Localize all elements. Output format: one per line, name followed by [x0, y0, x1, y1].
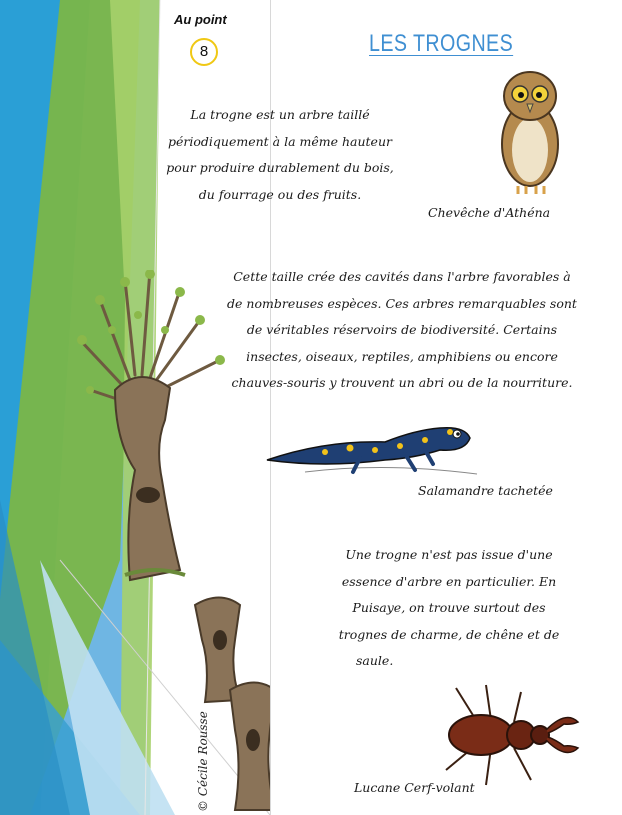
intro-paragraph	[150, 102, 410, 208]
page-number-badge: 8	[190, 38, 218, 66]
cavities-line: de nombreuses espèces. Ces arbres remarquables sont	[227, 295, 577, 311]
species-line: trognes de charme, de chêne et de	[338, 626, 560, 642]
small-pollard-tree-2	[230, 683, 270, 811]
species-line: Puisaye, on trouve surtout des	[352, 600, 546, 615]
cavities-line: Cette taille crée des cavités dans l'arbre favorables à	[233, 269, 571, 284]
intro-line: pour produire durablement du bois,	[166, 160, 394, 175]
species-line: saule.	[356, 653, 394, 668]
cavities-line: insectes, oiseaux, reptiles, amphibiens ou encore	[246, 348, 558, 364]
intro-line: périodiquement à la même hauteur	[168, 133, 392, 149]
salamander-illustration	[265, 410, 480, 478]
page-title: LES TROGNES	[369, 30, 514, 57]
species-line: Une trogne n'est pas issue d'une	[345, 547, 553, 562]
cavities-line: chauves-souris y trouvent un abri ou de la nourriture.	[231, 375, 573, 390]
section-label: Au point	[174, 12, 227, 27]
owl-caption: Chevêche d'Athéna	[428, 205, 551, 220]
species-paragraph	[322, 542, 576, 675]
stag-beetle-illustration	[436, 680, 586, 790]
beetle-caption: Lucane Cerf-volant	[354, 780, 475, 795]
intro-line: du fourrage ou des fruits.	[198, 186, 362, 202]
small-pollard-tree-1	[195, 598, 240, 703]
owl-illustration	[488, 64, 572, 198]
cavities-line: de véritables réservoirs de biodiversité. Certains	[246, 322, 558, 337]
intro-line: La trogne est un arbre taillé	[190, 107, 370, 122]
illustration-credit: © Cécile Rousse	[196, 711, 210, 812]
salamander-caption: Salamandre tachetée	[418, 483, 553, 498]
cavities-paragraph	[212, 264, 592, 397]
large-pollard-tree	[77, 270, 225, 580]
species-line: essence d'arbre en particulier. En	[341, 573, 557, 589]
